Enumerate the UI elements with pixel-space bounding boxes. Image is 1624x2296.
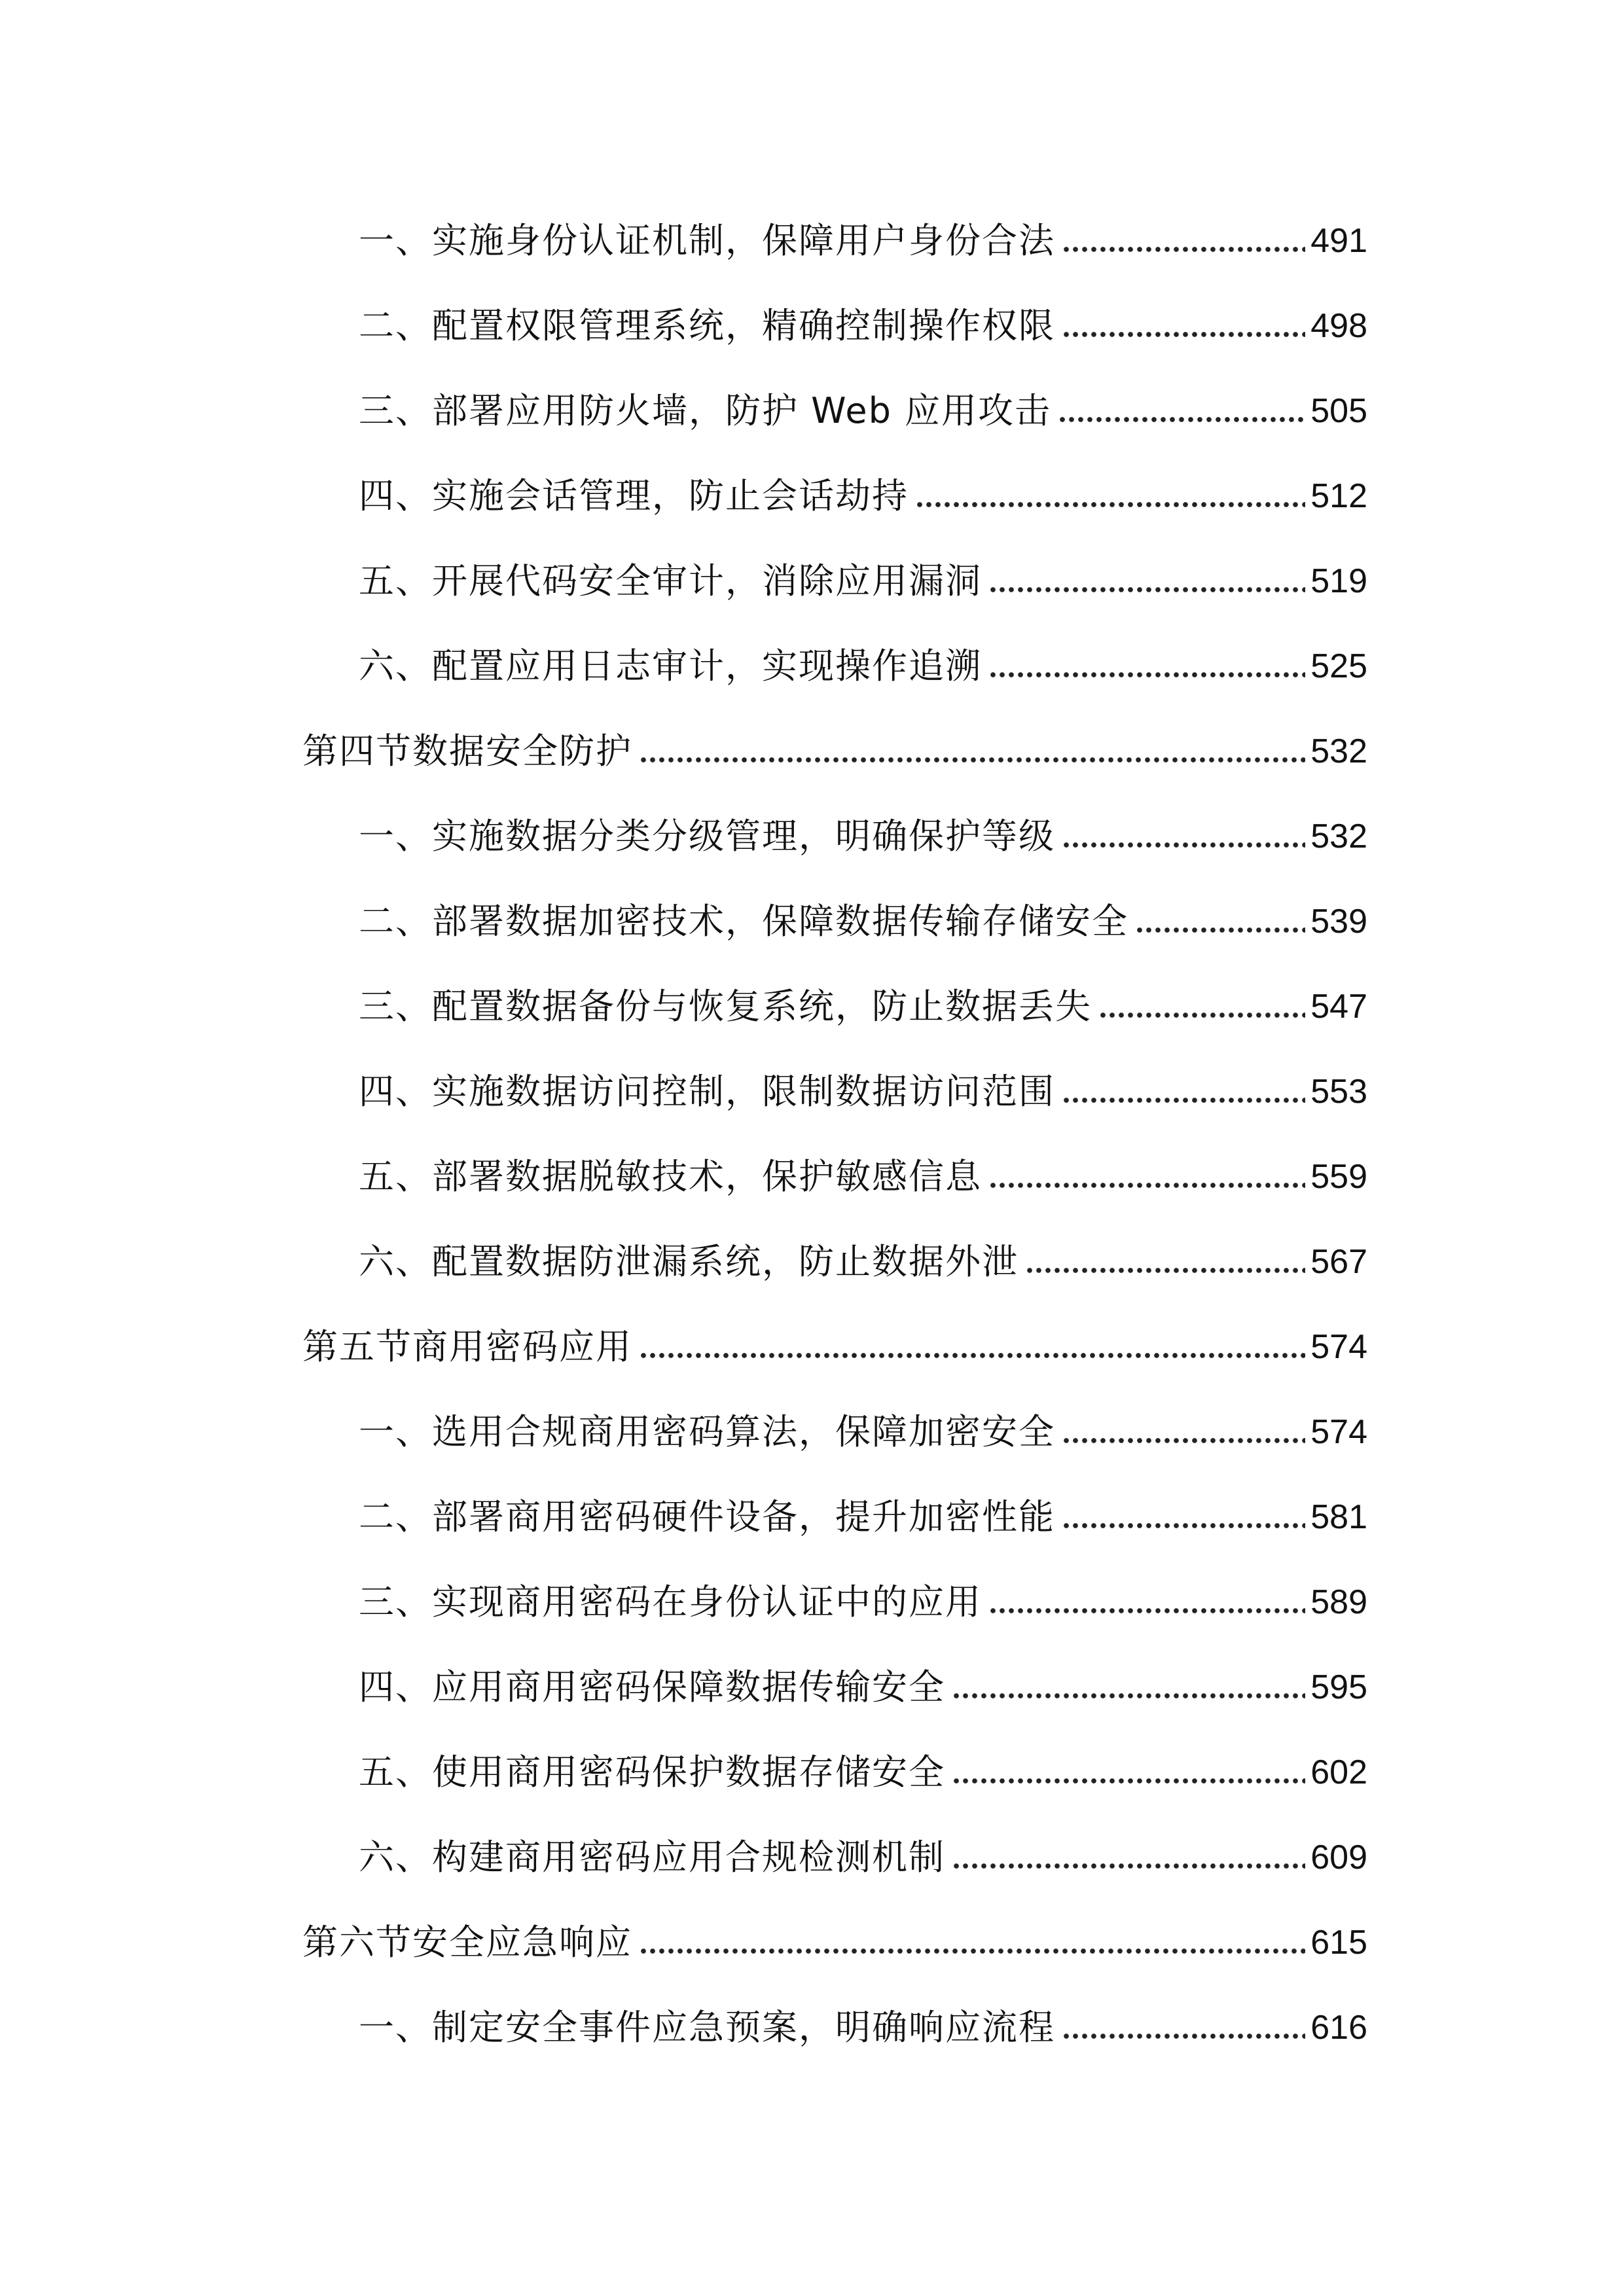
toc-entry-title: 三、配置数据备份与恢复系统，防止数据丢失: [359, 986, 1092, 1027]
toc-entry[interactable]: [359, 1062, 1367, 1121]
toc-entry[interactable]: [359, 807, 1367, 866]
toc-entry-page: 525: [1310, 647, 1367, 685]
toc-entry-page: 553: [1310, 1073, 1367, 1111]
dot-leader: [952, 1861, 1305, 1871]
toc-entry-title: 六、配置数据防泄漏系统，防止数据外泄: [359, 1241, 1019, 1282]
toc-section-entry[interactable]: [302, 1913, 1367, 1972]
toc-entry-page: 532: [1310, 817, 1367, 855]
dot-leader: [639, 755, 1305, 765]
dot-leader: [1062, 2031, 1305, 2041]
toc-entry-page: 491: [1310, 222, 1367, 260]
toc-entry-title: 四、应用商用密码保障数据传输安全: [359, 1666, 945, 1708]
toc-entry[interactable]: [359, 637, 1367, 696]
toc-entry[interactable]: [359, 552, 1367, 611]
toc-entry[interactable]: [359, 1743, 1367, 1802]
toc-entry-title: 五、使用商用密码保护数据存储安全: [359, 1751, 945, 1793]
dot-leader: [1135, 925, 1305, 935]
dot-leader: [952, 1691, 1305, 1701]
dot-leader: [1062, 244, 1305, 255]
toc-entry-title: 四、实施数据访问控制，限制数据访问范围: [359, 1071, 1055, 1112]
toc-entry[interactable]: [359, 1658, 1367, 1717]
toc-entry-page: 512: [1310, 477, 1367, 515]
toc-entry[interactable]: [359, 1147, 1367, 1206]
toc-entry[interactable]: [359, 211, 1367, 270]
toc-entry-title: 四、实施会话管理，防止会话劫持: [359, 475, 909, 516]
dot-leader: [1025, 1265, 1305, 1276]
dot-leader: [1062, 1435, 1305, 1446]
toc-entry-title: 五、开展代码安全审计，消除应用漏洞: [359, 560, 982, 601]
dot-leader: [915, 499, 1305, 510]
toc-entry-title: 一、实施数据分类分级管理，明确保护等级: [359, 816, 1055, 857]
toc-entry-title: 六、构建商用密码应用合规检测机制: [359, 1837, 945, 1878]
toc-entry-page: 595: [1310, 1668, 1367, 1706]
dot-leader: [1062, 840, 1305, 850]
toc-entry[interactable]: [359, 467, 1367, 526]
toc-entry-page: 581: [1310, 1498, 1367, 1536]
toc-entry-page: 602: [1310, 1753, 1367, 1791]
toc-entry[interactable]: [359, 1998, 1367, 2057]
toc-entry-page: 567: [1310, 1243, 1367, 1281]
toc-section-entry[interactable]: [302, 722, 1367, 781]
toc-entry[interactable]: [359, 1403, 1367, 1462]
toc-entry-page: 616: [1310, 2009, 1367, 2047]
dot-leader: [1062, 329, 1305, 340]
dot-leader: [988, 1605, 1305, 1616]
toc-entry-page: 589: [1310, 1583, 1367, 1621]
toc-entry-title: 二、配置权限管理系统，精确控制操作权限: [359, 305, 1055, 346]
toc-entry-title: 二、部署数据加密技术，保障数据传输存储安全: [359, 901, 1128, 942]
toc-entry-title: 六、配置应用日志审计，实现操作追溯: [359, 645, 982, 687]
dot-leader: [988, 1180, 1305, 1191]
toc-entry-title: 五、部署数据脱敏技术，保护敏感信息: [359, 1156, 982, 1197]
dot-leader: [639, 1946, 1305, 1956]
dot-leader: [988, 584, 1305, 595]
dot-leader: [1062, 1095, 1305, 1105]
toc-entry-page: 519: [1310, 562, 1367, 600]
toc-entry[interactable]: [359, 1828, 1367, 1887]
toc-entry[interactable]: [359, 892, 1367, 951]
toc-entry[interactable]: [359, 1488, 1367, 1547]
toc-entry[interactable]: [359, 977, 1367, 1036]
dot-leader: [952, 1776, 1305, 1786]
toc-entry-page: 539: [1310, 903, 1367, 941]
toc-entry[interactable]: [359, 1232, 1367, 1291]
toc-entry-title: 三、部署应用防火墙，防护 Web 应用攻击: [359, 390, 1052, 431]
toc-entry-page: 615: [1310, 1924, 1367, 1962]
toc-entry-page: 532: [1310, 732, 1367, 770]
toc-entry-title: 三、实现商用密码在身份认证中的应用: [359, 1581, 982, 1623]
toc-entry-page: 574: [1310, 1413, 1367, 1451]
toc-section-entry[interactable]: [302, 1318, 1367, 1376]
toc-entry-title: 一、实施身份认证机制，保障用户身份合法: [359, 220, 1055, 261]
toc-entry-title: 二、部署商用密码硬件设备，提升加密性能: [359, 1496, 1055, 1537]
toc-entry[interactable]: [359, 382, 1367, 440]
toc-entry-page: 609: [1310, 1839, 1367, 1876]
dot-leader: [1098, 1010, 1305, 1020]
toc-entry-page: 498: [1310, 307, 1367, 345]
toc-entry-page: 505: [1310, 392, 1367, 430]
dot-leader: [1062, 1520, 1305, 1531]
toc-entry-title: 第五节商用密码应用: [302, 1326, 632, 1367]
toc-entry[interactable]: [359, 296, 1367, 355]
toc-entry-title: 一、选用合规商用密码算法，保障加密安全: [359, 1411, 1055, 1452]
toc-entry-title: 第六节安全应急响应: [302, 1922, 632, 1963]
dot-leader: [639, 1350, 1305, 1361]
toc-entry-title: 第四节数据安全防护: [302, 730, 632, 772]
toc-entry-page: 574: [1310, 1328, 1367, 1366]
dot-leader: [1058, 414, 1305, 425]
dot-leader: [988, 670, 1305, 680]
toc-entry-title: 一、制定安全事件应急预案，明确响应流程: [359, 2007, 1055, 2048]
toc-entry[interactable]: [359, 1573, 1367, 1632]
toc-entry-page: 547: [1310, 988, 1367, 1026]
toc-entry-page: 559: [1310, 1158, 1367, 1196]
